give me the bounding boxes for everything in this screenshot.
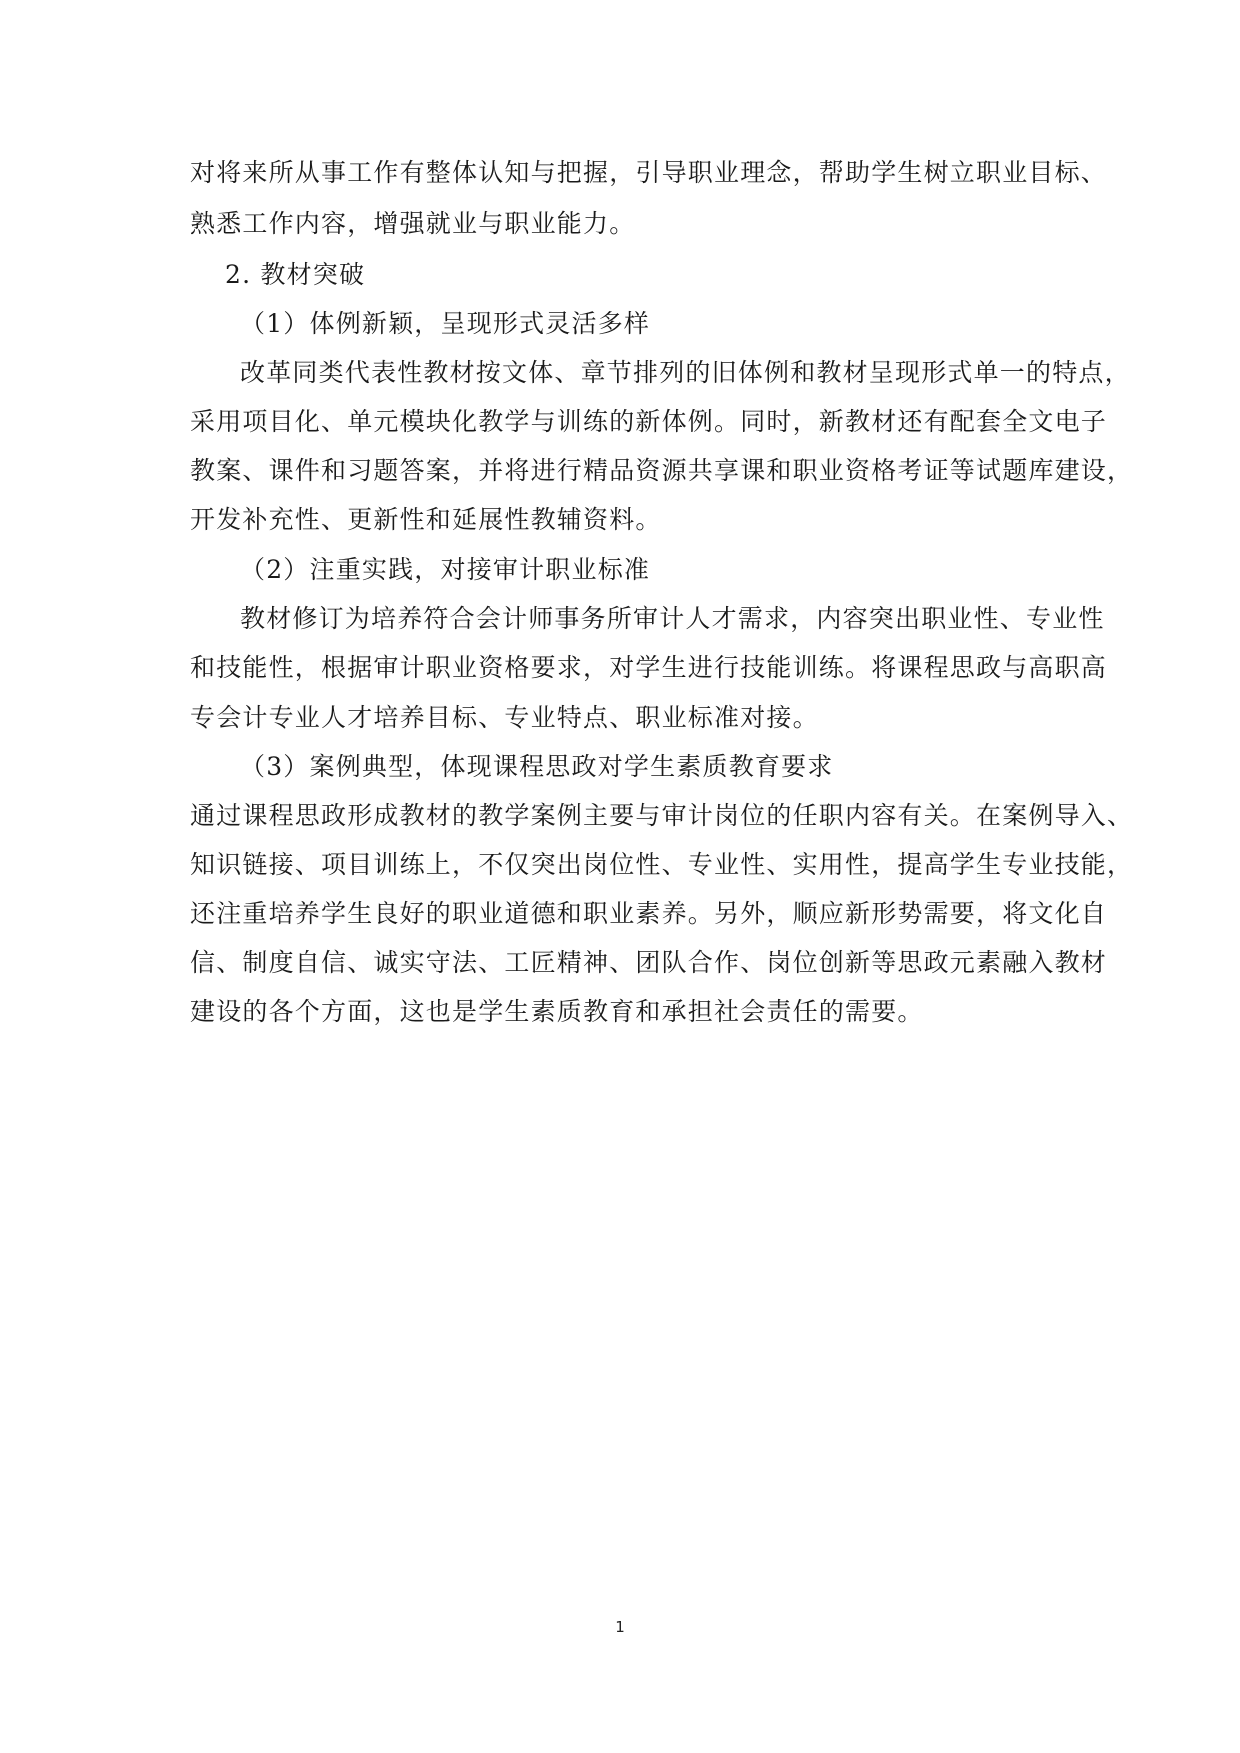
body-text-line: 和技能性，根据审计职业资格要求，对学生进行技能训练。将课程思政与高职高 xyxy=(190,653,1108,682)
body-text-line: 改革同类代表性教材按文体、章节排列的旧体例和教材呈现形式单一的特点， xyxy=(240,358,1131,387)
body-text-line: 教材修订为培养符合会计师事务所审计人才需求，内容突出职业性、专业性 xyxy=(240,604,1105,633)
body-text-line: 信、制度自信、诚实守法、工匠精神、团队合作、岗位创新等思政元素融入教材 xyxy=(190,948,1108,977)
subsection-heading: （3）案例典型，体现课程思政对学生素质教育要求 xyxy=(240,752,834,781)
body-text-line: 建设的各个方面，这也是学生素质教育和承担社会责任的需要。 xyxy=(190,997,924,1026)
subsection-heading: （2）注重实践，对接审计职业标准 xyxy=(240,555,651,584)
body-text-line: 通过课程思政形成教材的教学案例主要与审计岗位的任职内容有关。在案例导入、 xyxy=(190,801,1134,830)
body-text-line: 教案、课件和习题答案，并将进行精品资源共享课和职业资格考证等试题库建设， xyxy=(190,456,1134,485)
page-number: 1 xyxy=(615,1618,625,1636)
subsection-heading: （1）体例新颖，呈现形式灵活多样 xyxy=(240,309,651,338)
body-text-line: 采用项目化、单元模块化教学与训练的新体例。同时，新教材还有配套全文电子 xyxy=(190,407,1108,436)
body-text-line: 开发补充性、更新性和延展性教辅资料。 xyxy=(190,505,662,534)
body-text-line: 还注重培养学生良好的职业道德和职业素养。另外，顺应新形势需要，将文化自 xyxy=(190,899,1108,928)
body-text-line: 对将来所从事工作有整体认知与把握，引导职业理念，帮助学生树立职业目标、 xyxy=(190,158,1108,187)
section-heading: 2. 教材突破 xyxy=(225,260,366,289)
body-text-line: 知识链接、项目训练上，不仅突出岗位性、专业性、实用性，提高学生专业技能， xyxy=(190,850,1134,879)
body-text-line: 专会计专业人才培养目标、专业特点、职业标准对接。 xyxy=(190,703,819,732)
body-text-line: 熟悉工作内容，增强就业与职业能力。 xyxy=(190,209,636,238)
